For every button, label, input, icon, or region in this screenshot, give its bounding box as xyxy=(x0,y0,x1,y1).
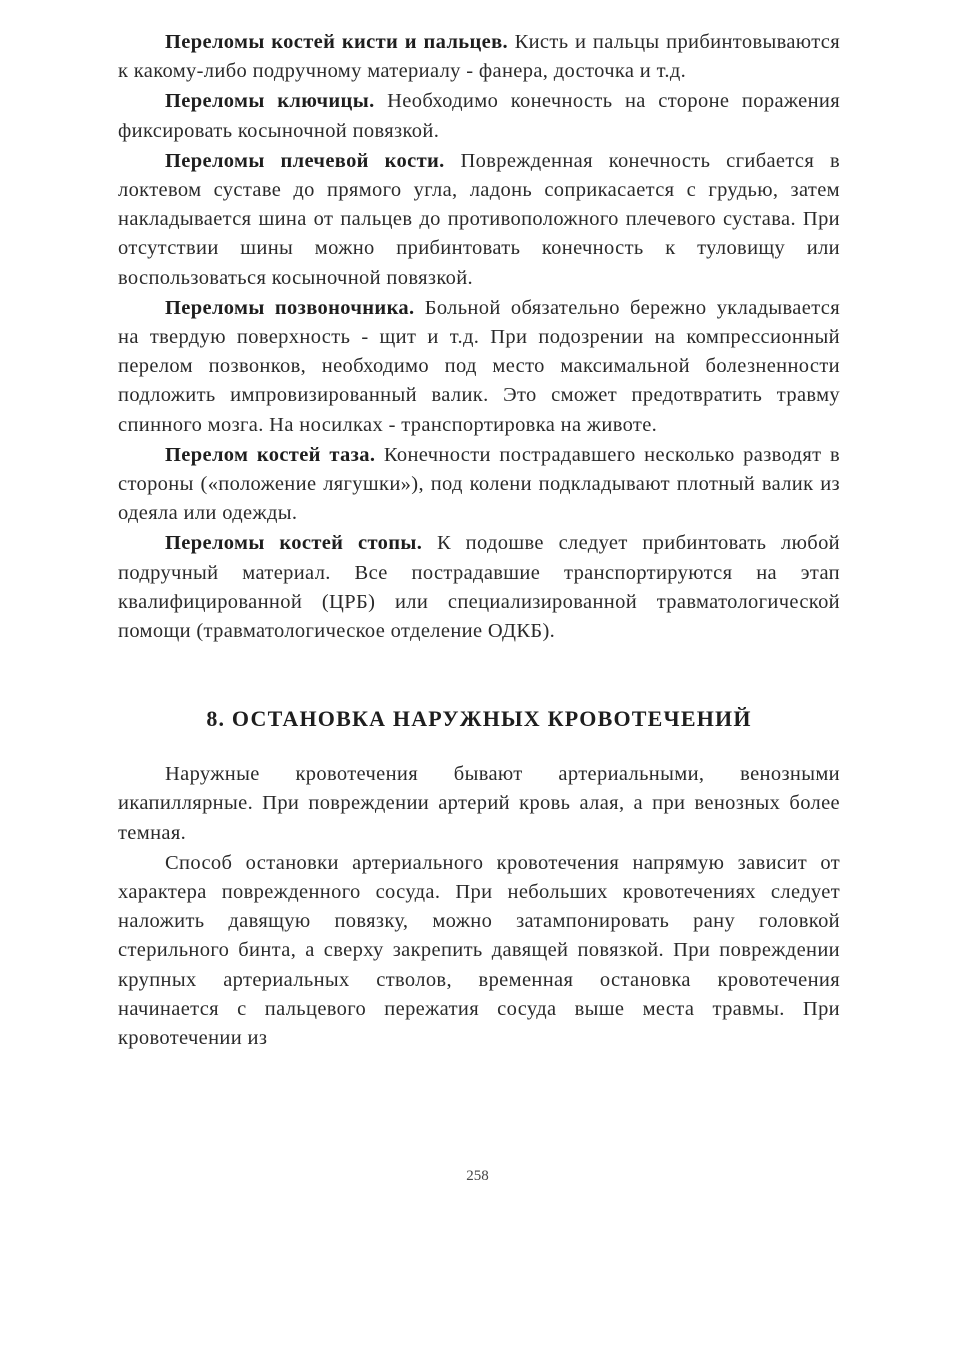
paragraph-lead: Переломы позвоночника. xyxy=(165,296,415,319)
paragraph-text: Поврежденная конечность сгибается в локтевом суставе до прямого угла, ладонь соприкасается с грудью, затем накладывается шина от пальцев до противоположного плечевого сустава. При отсутствии шины можно прибинтовать конечность к туловищу или воспользоваться косыночной повязкой. xyxy=(118,149,840,289)
paragraph-spine-fractures xyxy=(118,294,840,440)
paragraph-text: Конечности пострадавшего несколько разводят в стороны («положение лягушки»), под колени подкладывают плотный валик из одеяла или одежды. xyxy=(118,443,840,525)
paragraph-bleeding-types: Наружные кровотечения бывают артериальными, венозными икапиллярные. При повреждении артерий кровь алая, а при венозных более темная. xyxy=(118,763,840,844)
paragraph-text: К подошве следует прибинтовать любой подручный материал. Все пострадавшие транспортируются на этап квалифицированной (ЦРБ) или специализированной травматологической помощи (травматологическое отделение ОДКБ). xyxy=(118,532,840,643)
paragraph-lead: Переломы костей стопы. xyxy=(165,532,423,555)
paragraph-lead: Переломы ключицы. xyxy=(165,90,375,113)
paragraph-humerus-fractures xyxy=(118,147,840,293)
paragraph-foot-fractures xyxy=(118,529,840,646)
page-number: 258 xyxy=(466,1168,489,1184)
paragraph-text: Кисть и пальцы прибинтовываются к какому-либо подручному материалу - фанера, досточка и т.д. xyxy=(118,31,840,83)
section-heading: 8. ОСТАНОВКА НАРУЖНЫХ КРОВОТЕЧЕНИЙ xyxy=(206,706,752,732)
paragraph-lead: Перелом костей таза. xyxy=(165,443,376,466)
paragraph-lead: Переломы плечевой кости. xyxy=(165,149,445,172)
page-content xyxy=(118,28,840,1053)
paragraph-lead: Переломы костей кисти и пальцев. xyxy=(165,31,508,53)
paragraph-arterial-bleeding: Способ остановки артериального кровотечения напрямую зависит от характера поврежденного сосуда. При небольших кровотечениях следует наложить давящую повязку, можно затампонировать рану головкой стерильного бинта, а сверху закрепить давящей повязкой. При повреждении крупных артериальных стволов, временная остановка кровотечения начинается с пальцевого пережатия сосуда выше места травмы. При кровотечении из xyxy=(118,851,840,1050)
paragraph-text: Больной обязательно бережно укладывается на твердую поверхность - щит и т.д. При подозрении на компрессионный перелом позвонков, необходимо под место максимальной болезненности подложить импровизированный валик. Это сможет предотвратить травму спинного мозга. На носилках - транспортировка на животе. xyxy=(118,296,840,436)
paragraph-hand-fractures xyxy=(118,28,840,86)
paragraph-text: Необходимо конечность на стороне поражения фиксировать косыночной повязкой. xyxy=(118,90,841,142)
paragraph-clavicle-fractures xyxy=(118,87,840,145)
paragraph-pelvis-fractures xyxy=(118,441,840,529)
